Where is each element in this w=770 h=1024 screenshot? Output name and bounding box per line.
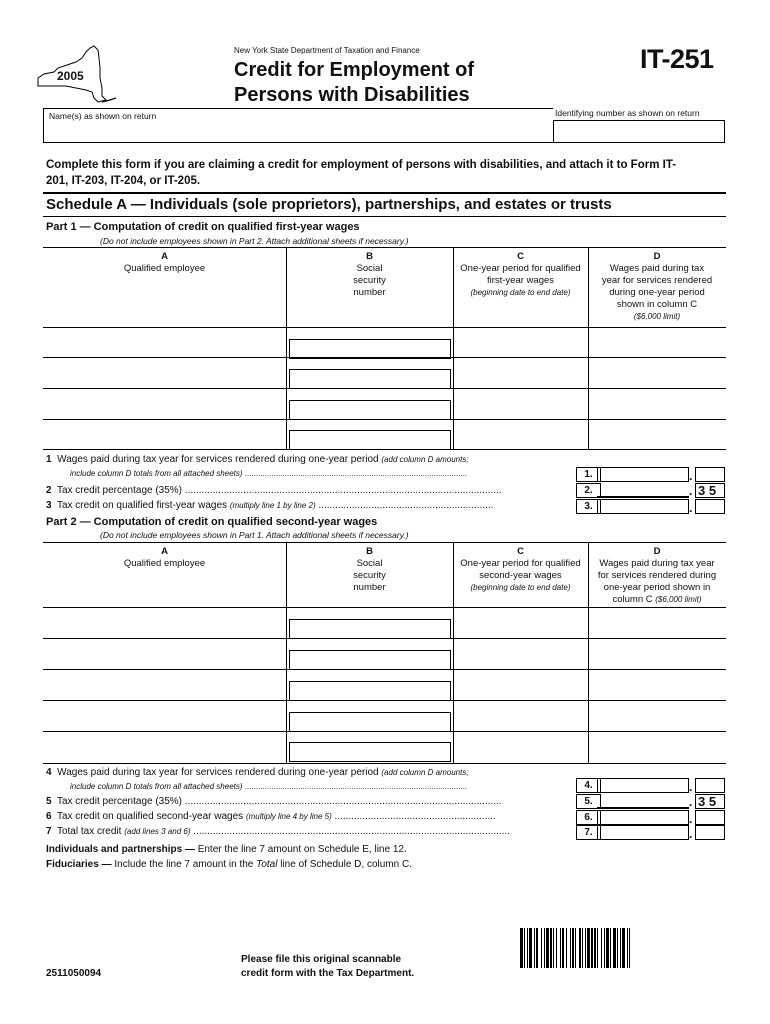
barcode: [520, 928, 726, 968]
line1-text: Wages paid during tax year for services rendered during one-year period: [57, 454, 379, 465]
col-c-header: One-year period for qualified: [460, 558, 581, 569]
col-c-letter: C: [517, 546, 524, 557]
ssn-field[interactable]: [289, 430, 451, 450]
col-d-header: Wages paid during tax: [609, 263, 705, 274]
col-d-letter: D: [653, 546, 661, 557]
col-b-header-3: number: [353, 582, 386, 593]
name-field-label: Name(s) as shown on return: [49, 111, 157, 121]
line2-box-label: 2.: [576, 483, 601, 498]
department-name: New York State Department of Taxation and Finance: [234, 46, 420, 55]
form-title: [234, 58, 474, 108]
line6-cents-field[interactable]: [695, 810, 725, 825]
schedule-title: Schedule A — Individuals (sole proprietors), partnerships, and estates or trusts: [46, 196, 612, 213]
part2-table: [43, 542, 726, 764]
filing-notice-line2: credit form with the Tax Department.: [241, 968, 415, 979]
ssn-field[interactable]: [289, 650, 451, 670]
line4-cents-field[interactable]: [695, 778, 725, 793]
col-c-letter: C: [517, 251, 524, 262]
decimal-point: .: [689, 827, 693, 841]
col-d-header-4: shown in column C: [616, 299, 698, 310]
ssn-field[interactable]: [289, 369, 451, 389]
line5-label: 5 Tax credit percentage (35%) ..................................................................................................................: [46, 796, 502, 807]
line1-amount-field[interactable]: [597, 467, 689, 482]
line3-box-label: 3.: [576, 499, 601, 514]
line3-number: 3: [46, 500, 52, 511]
line6-note: (multiply line 4 by line 5): [245, 812, 332, 821]
col-d-header-4-text: column C: [612, 594, 653, 605]
line6-text: Tax credit on qualified second-year wages: [56, 811, 244, 822]
line3-cents-field[interactable]: [695, 499, 725, 514]
part1-note: (Do not include employees shown in Part 2. Attach additional sheets if necessary.): [100, 236, 409, 246]
barcode-bar: [630, 928, 633, 968]
line7-cents-field[interactable]: [695, 825, 725, 840]
col-b-header-3: number: [353, 287, 386, 298]
col-d-letter: D: [653, 251, 661, 262]
decimal-point: .: [689, 795, 693, 809]
line4-subtext: include column D totals from all attached sheets): [70, 782, 243, 791]
col-d-header-3: during one-year period: [609, 287, 705, 298]
line1-number: 1: [46, 454, 52, 465]
col-c-header-3: (beginning date to end date): [470, 288, 571, 297]
name-field[interactable]: [43, 108, 553, 143]
line2-amount-field: [597, 483, 689, 498]
col-d-header-5: ($6,000 limit): [633, 312, 681, 321]
line4-label: [46, 767, 469, 778]
tax-year: 2005: [57, 69, 84, 83]
fiduciaries-instruction: [46, 859, 412, 870]
line3-label: 3 Tax credit on qualified first-year wages (multiply line 1 by line 2) ...............................................................: [46, 500, 494, 511]
fiduciaries-instruction-text: Include the line 7 amount in the: [114, 859, 254, 870]
form-title-line2: Persons with Disabilities: [234, 84, 470, 106]
line2-text: Tax credit percentage (35%): [56, 485, 183, 496]
decimal-point: .: [689, 812, 693, 826]
line4-sublabel: include column D totals from all attached sheets) ....................................................................................................: [70, 782, 468, 791]
line1-subtext: include column D totals from all attached sheets): [70, 469, 243, 478]
line7-label: 7 Total tax credit (add lines 3 and 6) ..................................................................................................................: [46, 826, 510, 837]
instructions: Complete this form if you are claiming a credit for employment of persons with disabilities, and attach it to Form IT-201, IT-203, IT-204, or IT-205.: [46, 159, 677, 187]
line1-label: [46, 454, 469, 465]
decimal-point: .: [689, 780, 693, 794]
col-d-header-2: year for services rendered: [601, 275, 713, 286]
line2-number: 2: [46, 485, 52, 496]
fiduciaries-instruction-lead: Fiduciaries —: [46, 859, 112, 870]
fiduciaries-instruction-italic: Total: [256, 859, 278, 870]
line1-cents-field[interactable]: [695, 467, 725, 482]
ssn-field[interactable]: [289, 742, 451, 762]
filing-notice: [241, 953, 414, 981]
divider: [43, 192, 726, 194]
line5-text: Tax credit percentage (35%): [56, 796, 183, 807]
ssn-field[interactable]: [289, 712, 451, 732]
id-field-label: Identifying number as shown on return: [555, 108, 700, 118]
divider: [43, 216, 726, 217]
line5-number: 5: [46, 796, 52, 807]
line6-number: 6: [46, 811, 52, 822]
line4-amount-field[interactable]: [597, 778, 689, 793]
fiduciaries-instruction-text-2: line of Schedule D, column C.: [280, 859, 412, 870]
ssn-field[interactable]: [289, 400, 451, 420]
col-d-header-4: [588, 594, 726, 606]
col-c-header-2: first-year wages: [486, 275, 555, 286]
individuals-instruction-lead: Individuals and partnerships —: [46, 844, 195, 855]
col-a-header: Qualified employee: [123, 263, 206, 274]
col-b-header-2: security: [353, 570, 386, 581]
decimal-point: .: [689, 484, 693, 498]
form-title-line1: Credit for Employment of: [234, 59, 475, 81]
col-b-header-2: security: [353, 275, 386, 286]
col-c-header: One-year period for qualified: [460, 263, 581, 274]
line5-percent-value: 3 5: [695, 794, 725, 809]
col-d-header-2: for services rendered during: [597, 570, 717, 581]
line1-box-label: 1.: [576, 467, 601, 482]
line6-amount-field[interactable]: [597, 810, 689, 825]
part2-title: Part 2 — Computation of credit on qualified second-year wages: [46, 516, 378, 528]
line7-box-label: 7.: [576, 825, 601, 840]
id-field[interactable]: [553, 120, 725, 143]
part1-table: [43, 247, 726, 450]
line5-amount-field: [597, 794, 689, 809]
line3-note: (multiply line 1 by line 2): [229, 501, 316, 510]
line7-amount-field[interactable]: [597, 825, 689, 840]
col-d-header-5: ($6,000 limit): [655, 595, 702, 604]
col-a-header: Qualified employee: [123, 558, 206, 569]
line6-label: 6 Tax credit on qualified second-year wages (multiply line 4 by line 5) ..........................................................: [46, 811, 496, 822]
col-b-header: Social: [356, 558, 383, 569]
part2-note: (Do not include employees shown in Part 1. Attach additional sheets if necessary.): [100, 530, 409, 540]
col-a-letter: A: [161, 546, 168, 557]
col-d-header-3: one-year period shown in: [603, 582, 711, 593]
line7-note: (add lines 3 and 6): [124, 827, 191, 836]
line3-amount-field[interactable]: [597, 499, 689, 514]
filing-notice-line1: Please file this original scannable: [241, 954, 402, 965]
line2-label: 2 Tax credit percentage (35%) ..................................................................................................................: [46, 485, 502, 496]
line1-note: (add column D amounts;: [381, 455, 469, 464]
line4-box-label: 4.: [576, 778, 601, 793]
line7-text: Total tax credit: [56, 826, 122, 837]
line7-number: 7: [46, 826, 52, 837]
line4-note: (add column D amounts;: [381, 768, 469, 777]
col-b-letter: B: [366, 546, 373, 557]
decimal-point: .: [689, 501, 693, 515]
line4-number: 4: [46, 767, 52, 778]
decimal-point: .: [689, 469, 693, 483]
line6-box-label: 6.: [576, 810, 601, 825]
ssn-field[interactable]: [289, 619, 451, 639]
line1-sublabel: include column D totals from all attached sheets) ....................................................................................................: [70, 469, 468, 478]
ssn-field[interactable]: [289, 339, 451, 359]
line3-text: Tax credit on qualified first-year wages: [56, 500, 228, 511]
col-a-letter: A: [161, 251, 168, 262]
col-c-header-2: second-year wages: [479, 570, 562, 581]
form-code: 2511050094: [46, 968, 102, 979]
line4-text: Wages paid during tax year for services rendered during one-year period: [57, 767, 379, 778]
ssn-field[interactable]: [289, 681, 451, 701]
col-c-header-3: (beginning date to end date): [470, 583, 571, 592]
part1-title: Part 1 — Computation of credit on qualified first-year wages: [46, 221, 360, 233]
form-id: IT-251: [640, 44, 714, 74]
line2-percent-value: 3 5: [695, 483, 725, 498]
line5-box-label: 5.: [576, 794, 601, 809]
individuals-instruction: [46, 844, 407, 855]
col-b-letter: B: [366, 251, 373, 262]
col-d-header: Wages paid during tax year: [599, 558, 715, 569]
col-b-header: Social: [356, 263, 383, 274]
individuals-instruction-text: Enter the line 7 amount on Schedule E, line 12.: [197, 844, 407, 855]
